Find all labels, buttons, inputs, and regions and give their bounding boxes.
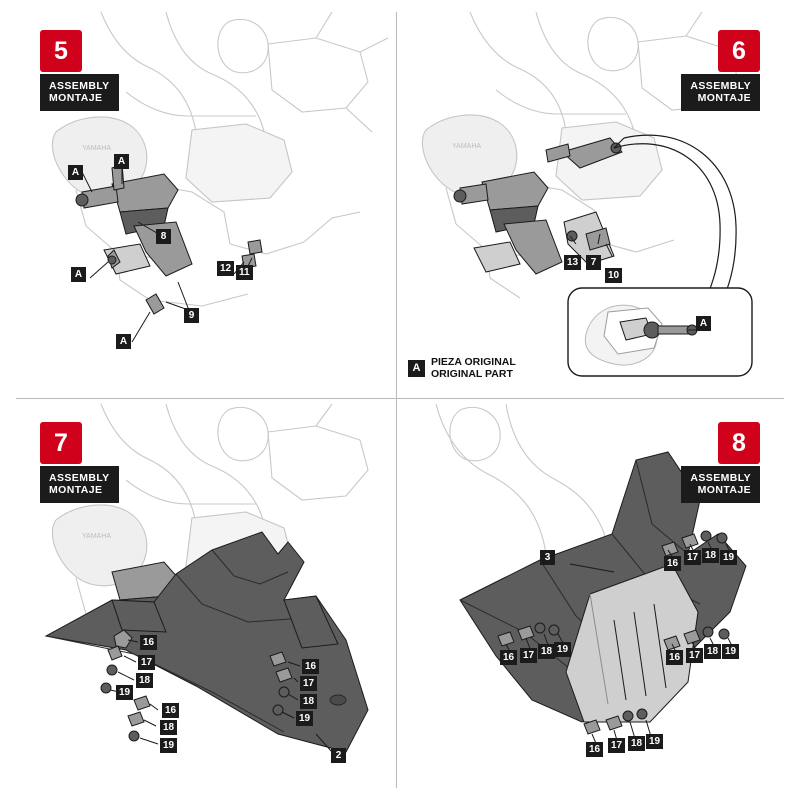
svg-text:YAMAHA: YAMAHA [452, 143, 482, 150]
callout-12: 12 [217, 261, 234, 276]
callout-19: 19 [720, 550, 737, 565]
callout-18: 18 [628, 736, 645, 751]
callout-18: 18 [538, 644, 555, 659]
callout-16: 16 [500, 650, 517, 665]
step-number-badge: 6 [718, 30, 760, 72]
callout-19: 19 [646, 734, 663, 749]
original-part-symbol: A [408, 360, 425, 377]
assembly-label-en: ASSEMBLY [690, 80, 751, 92]
callout-16: 16 [302, 659, 319, 674]
callout-16: 16 [666, 650, 683, 665]
callout-a: A [116, 334, 131, 349]
callout-a: A [71, 267, 86, 282]
original-part-text [431, 356, 516, 380]
assembly-label [40, 466, 119, 503]
assembly-label [681, 466, 760, 503]
assembly-label [681, 74, 760, 111]
assembly-label-es: MONTAJE [49, 484, 103, 496]
callout-17: 17 [686, 648, 703, 663]
assembly-label-es: MONTAJE [697, 484, 751, 496]
callout-19: 19 [722, 644, 739, 659]
panel-step-6 [400, 12, 784, 394]
callout-16: 16 [586, 742, 603, 757]
assembly-label-es: MONTAJE [49, 92, 103, 104]
callout-18: 18 [704, 644, 721, 659]
assembly-label-en: ASSEMBLY [49, 472, 110, 484]
callout-13: 13 [564, 255, 581, 270]
callout-16: 16 [140, 635, 157, 650]
callout-17: 17 [300, 676, 317, 691]
original-part-text-es: PIEZA ORIGINAL [431, 356, 516, 368]
panel-step-8 [400, 404, 784, 788]
callout-17: 17 [608, 738, 625, 753]
callout-a: A [68, 165, 83, 180]
callout-18: 18 [136, 673, 153, 688]
callout-3: 3 [540, 550, 555, 565]
callout-19: 19 [160, 738, 177, 753]
callout-18: 18 [702, 548, 719, 563]
callout-19: 19 [296, 711, 313, 726]
callout-7: 7 [586, 255, 601, 270]
assembly-label-en: ASSEMBLY [690, 472, 751, 484]
svg-text:YAMAHA: YAMAHA [82, 145, 112, 152]
callout-18: 18 [160, 720, 177, 735]
panel-divider-vertical [396, 12, 397, 788]
callout-16: 16 [162, 703, 179, 718]
callout-18: 18 [300, 694, 317, 709]
callout-19: 19 [116, 685, 133, 700]
assembly-label-es: MONTAJE [697, 92, 751, 104]
callout-11: 11 [236, 265, 253, 280]
callout-9: 9 [184, 308, 199, 323]
svg-text:YAMAHA: YAMAHA [82, 533, 112, 540]
step-number-badge: 7 [40, 422, 82, 464]
callout-17: 17 [684, 550, 701, 565]
callout-a: A [696, 316, 711, 331]
panel-divider-horizontal [16, 398, 784, 399]
callout-8: 8 [156, 229, 171, 244]
callout-2: 2 [331, 748, 346, 763]
original-part-legend [408, 356, 516, 380]
panel-step-7 [16, 404, 392, 788]
callout-17: 17 [520, 648, 537, 663]
step-number-badge: 8 [718, 422, 760, 464]
panel-step-5 [16, 12, 392, 394]
original-part-text-en: ORIGINAL PART [431, 368, 513, 380]
callout-17: 17 [138, 655, 155, 670]
callout-10: 10 [605, 268, 622, 283]
step-number-badge: 5 [40, 30, 82, 72]
callout-a: A [114, 154, 129, 169]
assembly-label-en: ASSEMBLY [49, 80, 110, 92]
assembly-label [40, 74, 119, 111]
callout-19: 19 [554, 642, 571, 657]
callout-16: 16 [664, 556, 681, 571]
